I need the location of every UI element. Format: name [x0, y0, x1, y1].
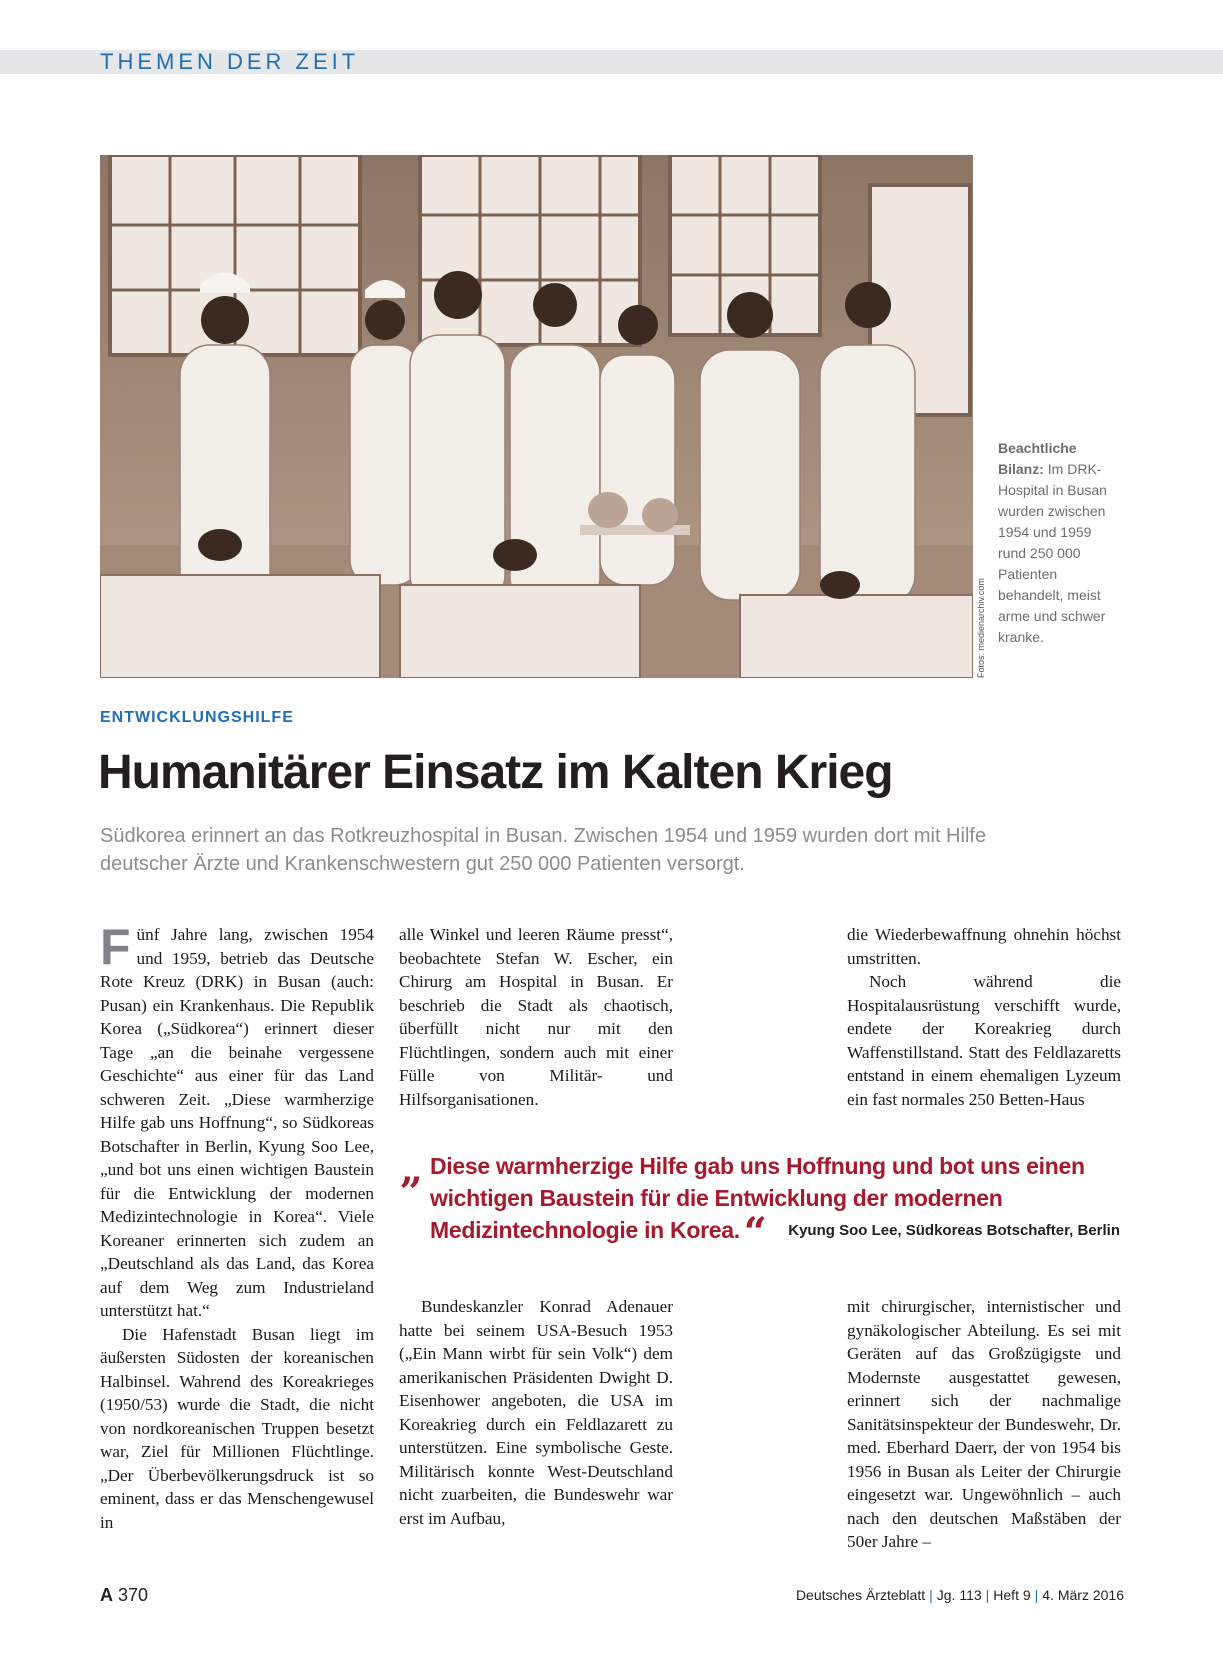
- column-2-top: [399, 923, 673, 1111]
- quote-open-mark: „: [400, 1146, 424, 1193]
- issue-date: 4. März 2016: [1042, 1587, 1124, 1603]
- article-subtitle: Südkorea erinnert an das Rotkreuzhospital in Busan. Zwischen 1954 und 1959 wurden dort mit Hilfe deutscher Ärzte und Krankenschwestern gut 250 000 Patienten versorgt.: [100, 825, 987, 875]
- paragraph: Bundeskanzler Konrad Adenauer hatte bei seinem USA-Besuch 1953 („Ein Mann wirbt für sein Volk“) dem amerikanischen Präsidenten Dwight D. Eisenhower angeboten, die USA im Koreakrieg durch ein Feldlazarett zu unterstützen. Eine symbolische Geste. Militärisch konnte West-Deutschland nicht zuarbeiten, die Bundeswehr war erst im Aufbau,: [399, 1297, 673, 1528]
- journal-issue: Heft 9: [993, 1587, 1031, 1603]
- separator: |: [985, 1587, 990, 1603]
- caption-text: Im DRK-Hospital in Busan wurden zwischen 1954 und 1959 rund 250 000 Patienten behandelt, meist arme und schwer kranke.: [998, 461, 1107, 645]
- photo-caption: [998, 438, 1120, 648]
- hospital-photo: [100, 155, 973, 678]
- page-number: [100, 1585, 148, 1606]
- journal-name: Deutsches Ärzteblatt: [795, 1587, 926, 1603]
- drop-cap: F: [100, 919, 131, 975]
- quote-source: Kyung Soo Lee, Südkoreas Botschafter, Berlin: [788, 1222, 1120, 1239]
- column-3-top: [847, 923, 1121, 1111]
- column-2-bottom: [399, 1295, 673, 1530]
- publication-footer: [796, 1587, 1124, 1603]
- separator: |: [1034, 1587, 1039, 1603]
- pull-quote: [400, 1146, 1120, 1256]
- photo-illustration: [100, 155, 973, 678]
- section-title: THEMEN DER ZEIT: [100, 49, 360, 74]
- paragraph: Die Hafenstadt Busan liegt im äußersten Südosten der koreanischen Halbinsel. Wahrend des Koreakrieges (1950/53) wurde die Stadt, die nicht von nordkoreanischen Truppen besetzt war, Ziel für Millionen Flüchtlinge. „Der Überbevölkerungsdruck ist so eminent, dass er das Menschengewusel in: [100, 1324, 374, 1532]
- photo-credit: Fotos: medienarchiv.com: [976, 578, 986, 678]
- caption-lead: Beachtliche Bilanz:: [998, 440, 1077, 477]
- article-headline: Humanitärer Einsatz im Kalten Krieg: [98, 746, 893, 799]
- page-prefix: A: [100, 1585, 113, 1605]
- article-kicker: ENTWICKLUNGSHILFE: [100, 709, 294, 726]
- quote-text: Diese warmherzige Hilfe gab uns Hoffnung und bot uns einen wichtigen Baustein für die Entwicklung der modernen Medizintechnologie in Korea.: [430, 1153, 1085, 1243]
- paragraph-text: ünf Jahre lang, zwischen 1954 und 1959, betrieb das Deutsche Rote Kreuz (DRK) in Busan (auch: Pusan) ein Krankenhaus. Die Republik Korea („Südkorea“) erinnert dieser Tage „an die beinahe vergessene Geschichte“ aus einer für das Land schweren Zeit. „Diese warmherzige Hilfe gab uns Hoffnung“, so Südkoreas Botschafter in Berlin, Kyung Soo Lee, „und bot uns einen wichtigen Baustein für die Entwicklung der modernen Medizintechnologie in Korea“. Viele Koreaner erinnerten sich zudem an „Deutschland als das Land, das Korea auf dem Weg zum Industrieland unterstützt hat.“: [100, 925, 374, 1320]
- paragraph: [100, 919, 374, 1323]
- paragraph: alle Winkel und leeren Räume presst“, beobachtete Stefan W. Escher, ein Chirurg am Hospital in Busan. Er beschrieb die Stadt als chaotisch, überfüllt nicht nur mit den Flüchtlingen, sondern auch mit einer Fülle von Militär- und Hilfsorganisationen.: [399, 925, 673, 1109]
- paragraph: Noch während die Hospitalausrüstung verschifft wurde, endete der Koreakrieg durch Waffenstillstand. Statt des Feldlazaretts entstand in einem ehemaligen Lyzeum ein fast normales 250 Betten-Haus: [847, 972, 1121, 1109]
- quote-close-mark: “: [743, 1209, 767, 1256]
- paragraph: mit chirurgischer, internistischer und gynäkologischer Abteilung. Es sei mit Geräten auf das Großzügigste und Modernste ausgestattet gewesen, erinnert sich der nachmalige Sanitätsinspekteur der Bundeswehr, Dr. med. Eberhard Daerr, der von 1954 bis 1956 in Busan als Leiter der Chirurgie eingesetzt war. Ungewöhnlich – auch nach den deutschen Maßstäben der 50er Jahre –: [847, 1297, 1121, 1551]
- page-number-value: 370: [118, 1585, 149, 1605]
- column-3-bottom: [847, 1295, 1121, 1554]
- paragraph: die Wiederbewaffnung ohnehin höchst umstritten.: [847, 925, 1121, 968]
- journal-volume: Jg. 113: [936, 1587, 982, 1603]
- separator: |: [929, 1587, 933, 1603]
- column-1: [100, 919, 374, 1534]
